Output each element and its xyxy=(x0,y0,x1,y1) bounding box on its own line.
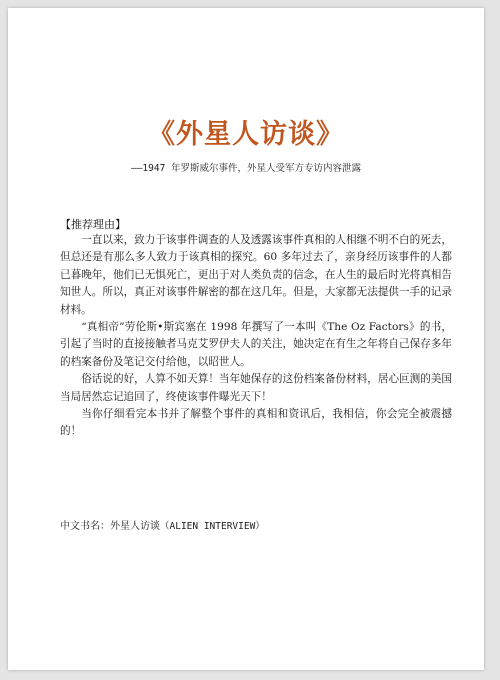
book-title: 《外星人访谈》 xyxy=(148,119,344,150)
document-page xyxy=(8,8,484,670)
paragraph-4: 当你仔细看完本书并了解整个事件的真相和资讯后，我相信，你会完全被震撼的！ xyxy=(60,408,452,438)
recommendation-body xyxy=(60,232,452,441)
paragraph-3: 俗话说的好，人算不如天算！当年她保存的这份档案备份材料，居心叵测的美国当局居然忘记追回了，终使该事件曝光天下！ xyxy=(60,373,452,403)
book-name-english: （ALIEN INTERVIEW） xyxy=(160,521,265,532)
book-name-label: 中文书名：外星人访谈 xyxy=(60,521,160,532)
book-subtitle: ——1947 年罗斯威尔事件，外星人受军方专访内容泄露 xyxy=(130,163,362,174)
paragraph-2: “真相帝”劳伦斯•斯宾塞在 1998 年撰写了一本叫《The Oz Factors》的书，引起了当时的直接接触者马克艾罗伊夫人的关注，她决定在有生之年将自己保存多年的档案备份及笔记交付给他，以昭世人。 xyxy=(60,321,452,368)
recommendation-heading: 【推荐理由】 xyxy=(60,218,126,231)
paragraph-1: 一直以来，致力于该事件调查的人及透露该事件真相的人相继不明不白的死去，但总还是有那么多人致力于该真相的探究。60 多年过去了，亲身经历该事件的人都已暮晚年，他们已无惧死亡，更出于对人类负责的信念，在人生的最后时光将真相告知世人。所以，真正对该事件解密的都在这几年。但是，大家都无法提供一手的记录材料。 xyxy=(60,234,452,316)
chinese-book-name xyxy=(60,517,265,532)
